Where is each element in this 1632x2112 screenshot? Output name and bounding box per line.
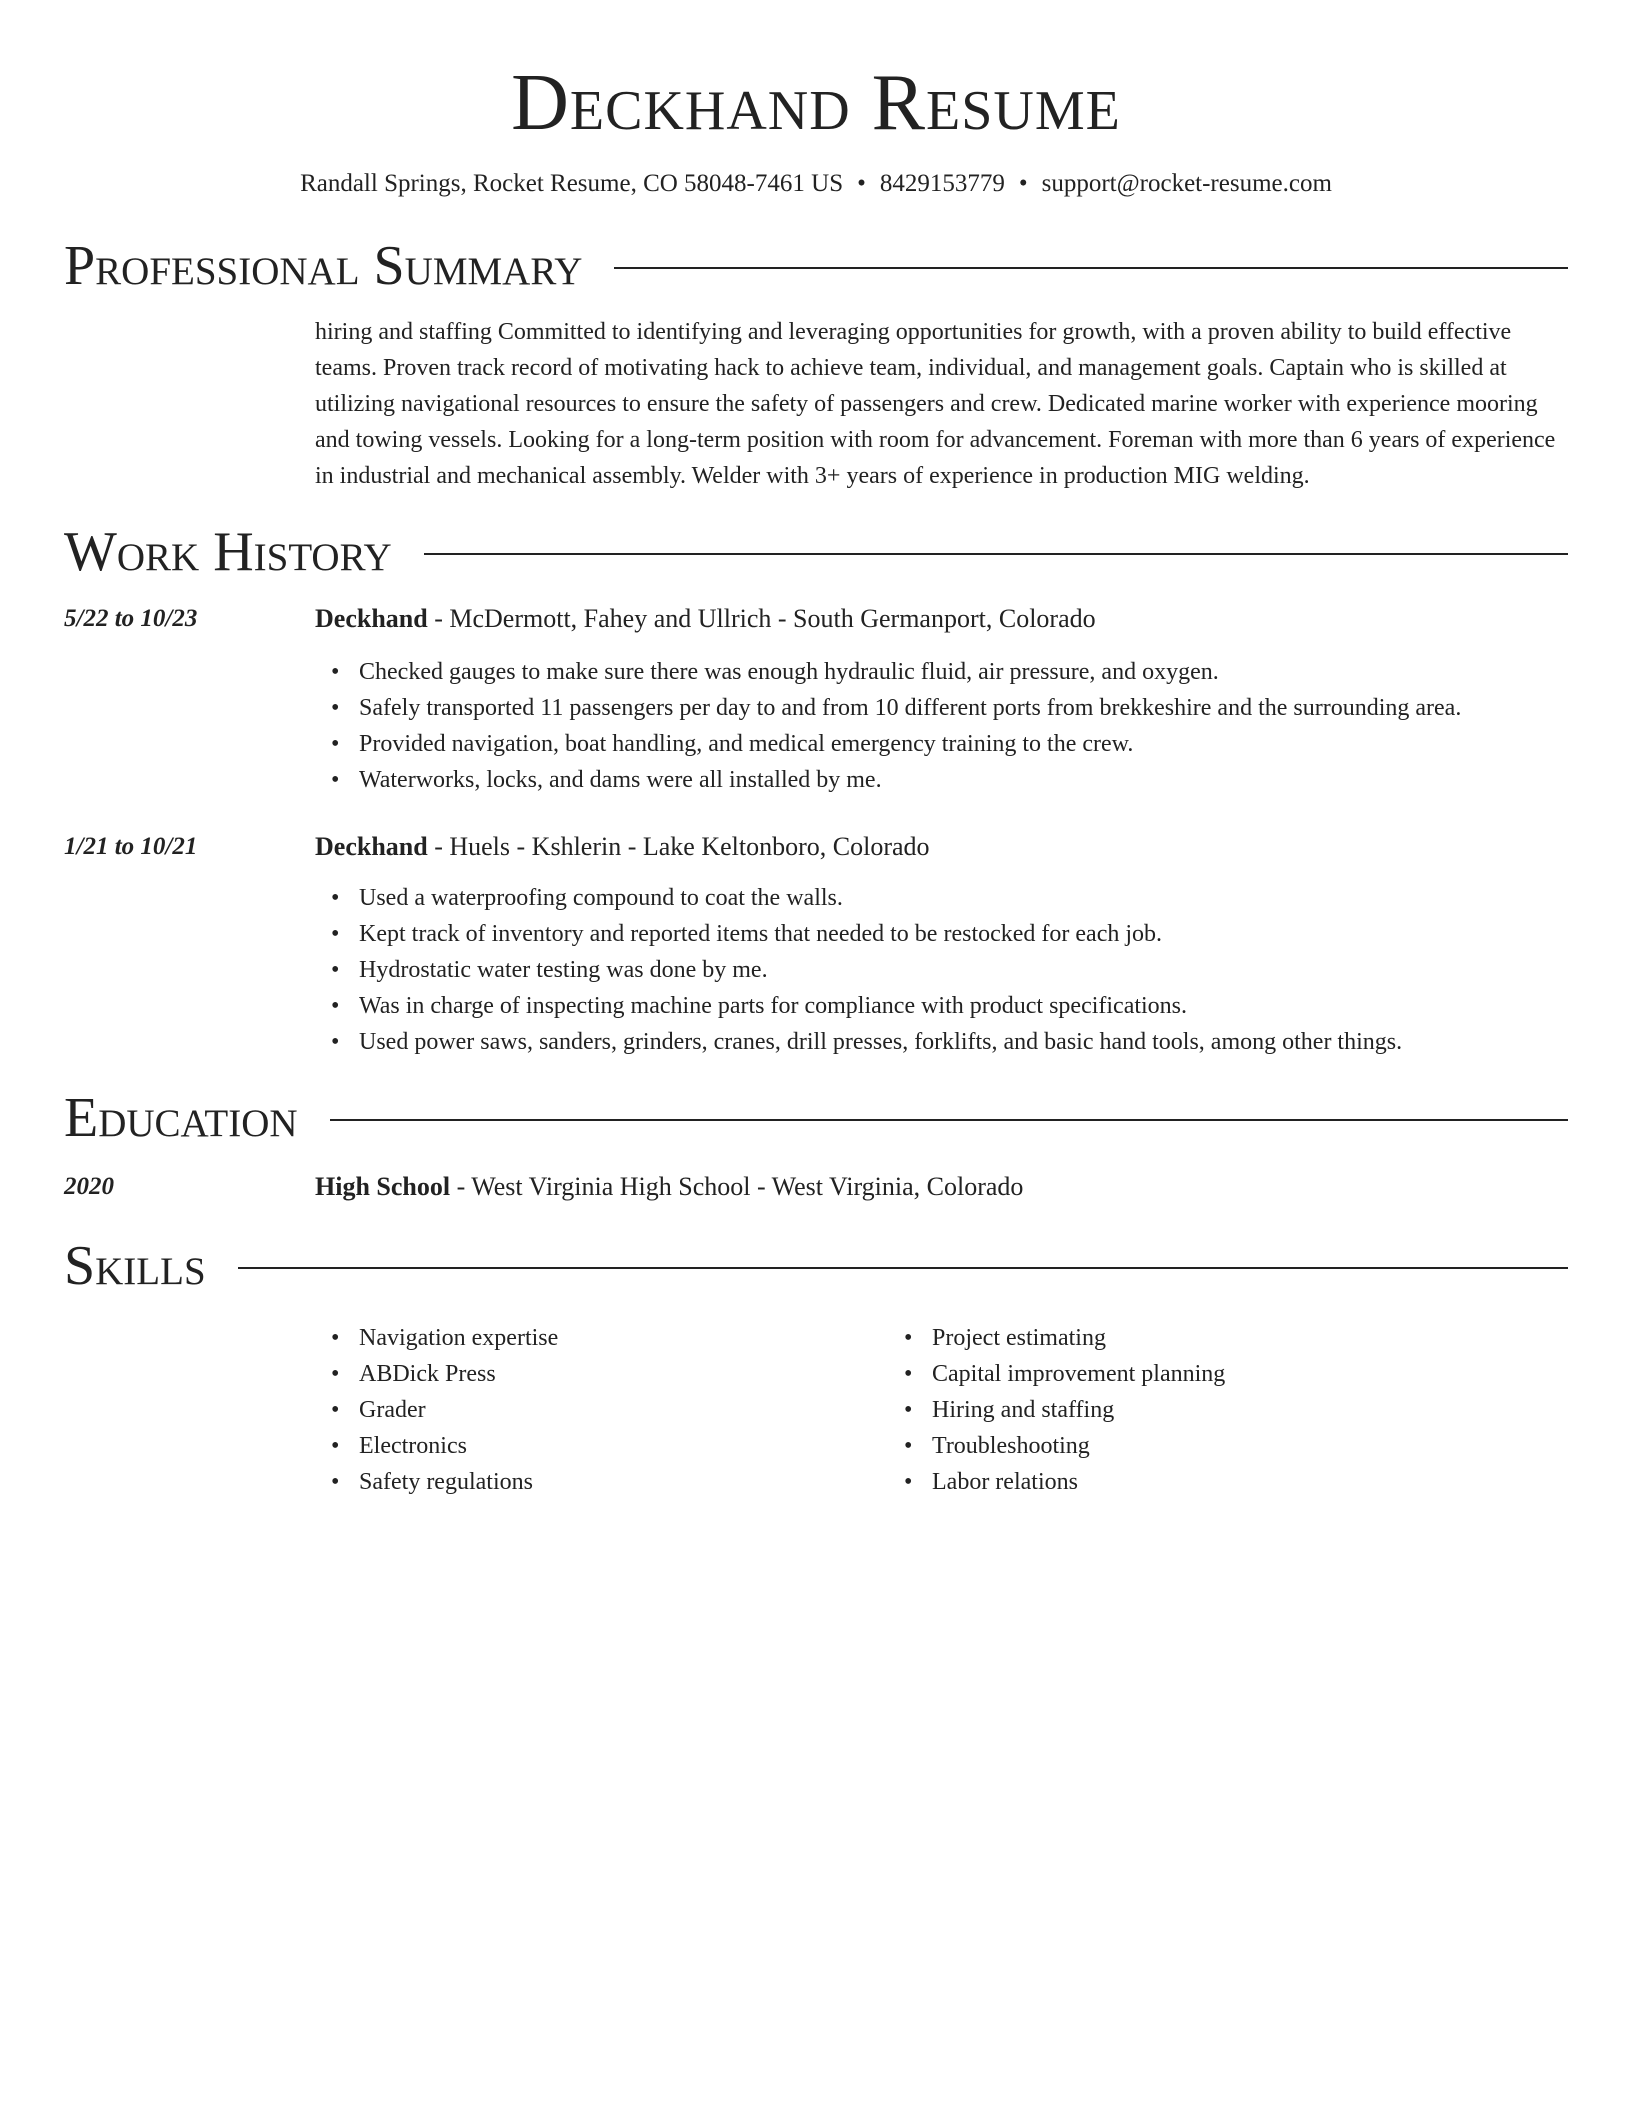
job-details: - Huels - Kshlerin - Lake Keltonboro, Colorado	[427, 832, 930, 861]
bullet-dot: •	[331, 767, 340, 793]
list-item	[331, 690, 1568, 726]
bullet-dot: •	[331, 1469, 340, 1495]
bullet-dot: •	[904, 1433, 913, 1459]
list-item	[904, 1356, 1461, 1392]
list-item	[331, 1024, 1568, 1060]
skill-text: Capital improvement planning	[932, 1361, 1226, 1387]
job-details: - McDermott, Fahey and Ullrich - South Germanport, Colorado	[427, 604, 1096, 633]
section-heading-skills	[64, 1234, 1568, 1298]
bullet-dot: •	[904, 1397, 913, 1423]
list-item	[331, 762, 1568, 798]
job-header	[64, 830, 1568, 864]
bullet-text: Waterworks, locks, and dams were all installed by me.	[359, 767, 882, 793]
section-title: Work History	[64, 521, 392, 583]
bullet-dot: •	[331, 1325, 340, 1351]
job-header	[64, 602, 1568, 636]
skill-text: Labor relations	[932, 1469, 1078, 1495]
section-divider	[330, 1119, 1568, 1121]
bullet-text: Used power saws, sanders, grinders, cranes, drill presses, forklifts, and basic hand tools, among other things.	[359, 1029, 1403, 1055]
list-item	[331, 1464, 888, 1500]
section-title: Education	[64, 1087, 298, 1149]
list-item	[904, 1428, 1461, 1464]
skills-column-left	[315, 1320, 888, 1500]
bullet-text: Hydrostatic water testing was done by me.	[359, 957, 768, 983]
bullet-text: Checked gauges to make sure there was enough hydraulic fluid, air pressure, and oxygen.	[359, 659, 1219, 685]
bullet-text: Kept track of inventory and reported items that needed to be restocked for each job.	[359, 921, 1163, 947]
job-role: Deckhand	[315, 604, 428, 633]
skill-text: Safety regulations	[359, 1469, 533, 1495]
list-item	[904, 1320, 1461, 1356]
bullet-dot: •	[331, 1433, 340, 1459]
document-title: Deckhand Resume	[511, 59, 1121, 147]
list-item	[331, 1428, 888, 1464]
education-details: - West Virginia High School - West Virginia, Colorado	[450, 1172, 1024, 1201]
bullet-dot: •	[331, 1397, 340, 1423]
bullet-dot: •	[331, 731, 340, 757]
job-entry	[64, 830, 1568, 1060]
summary-text: hiring and staffing Committed to identifying and leveraging opportunities for growth, with a proven ability to build effective teams. Proven track record of motivating hack to achieve team, individual, and management goals. Captain who is skilled at utilizing navigational resources to ensure the safety of passengers and crew. Dedicated marine worker with experience mooring and towing vessels. Looking for a long-term position with room for advancement. Foreman with more than 6 years of experience in industrial and mechanical assembly. Welder with 3+ years of experience in production MIG welding.	[315, 319, 1556, 489]
list-item	[904, 1392, 1461, 1428]
job-title-line	[315, 602, 1568, 636]
list-item	[331, 988, 1568, 1024]
job-dates: 5/22 to 10/23	[64, 605, 198, 632]
contact-line	[64, 168, 1568, 200]
skill-text: Navigation expertise	[359, 1325, 559, 1351]
bullet-text: Used a waterproofing compound to coat the walls.	[359, 885, 843, 911]
contact-separator: •	[1018, 170, 1028, 197]
job-title-line	[315, 830, 1568, 864]
section-divider	[424, 553, 1568, 555]
list-item	[331, 880, 1568, 916]
section-title: Professional Summary	[64, 235, 583, 297]
skill-text: Electronics	[359, 1433, 467, 1459]
section-heading-work-history	[64, 520, 1568, 584]
bullet-dot: •	[904, 1361, 913, 1387]
job-entry	[64, 602, 1568, 798]
list-item	[331, 916, 1568, 952]
section-heading-education	[64, 1086, 1568, 1150]
list-item	[331, 726, 1568, 762]
bullet-dot: •	[331, 993, 340, 1019]
bullet-dot: •	[331, 1361, 340, 1387]
bullet-dot: •	[904, 1325, 913, 1351]
section-divider	[238, 1267, 1568, 1269]
bullet-dot: •	[904, 1469, 913, 1495]
list-item	[331, 952, 1568, 988]
education-degree: High School	[315, 1172, 451, 1201]
contact-address: Randall Springs, Rocket Resume, CO 58048-7461 US	[300, 170, 844, 197]
contact-email: support@rocket-resume.com	[1041, 170, 1332, 197]
contact-phone: 8429153779	[879, 170, 1005, 197]
education-line	[315, 1170, 1568, 1204]
job-bullets	[64, 654, 1568, 798]
bullet-dot: •	[331, 695, 340, 721]
bullet-text: Was in charge of inspecting machine parts for compliance with product specifications.	[359, 993, 1188, 1019]
bullet-dot: •	[331, 885, 340, 911]
list-item	[331, 1356, 888, 1392]
list-item	[331, 1392, 888, 1428]
list-item	[331, 654, 1568, 690]
section-title: Skills	[64, 1235, 206, 1297]
bullet-text: Safely transported 11 passengers per day to and from 10 different ports from brekkeshire and the surrounding area.	[359, 695, 1462, 721]
skills-column-right	[888, 1320, 1461, 1500]
skill-text: Grader	[359, 1397, 426, 1423]
contact-separator: •	[857, 170, 866, 197]
section-divider	[614, 267, 1568, 269]
education-year: 2020	[64, 1173, 114, 1200]
section-heading-summary	[64, 234, 1568, 298]
list-item	[904, 1464, 1461, 1500]
bullet-dot: •	[331, 1029, 340, 1055]
skill-text: Troubleshooting	[932, 1433, 1090, 1459]
bullet-dot: •	[331, 921, 340, 947]
list-item	[331, 1320, 888, 1356]
skills-list	[315, 1320, 1568, 1500]
skill-text: ABDick Press	[359, 1361, 496, 1387]
job-role: Deckhand	[315, 832, 428, 861]
education-entry	[64, 1170, 1568, 1204]
bullet-dot: •	[331, 659, 340, 685]
skill-text: Hiring and staffing	[932, 1397, 1115, 1423]
skill-text: Project estimating	[932, 1325, 1106, 1351]
bullet-dot: •	[331, 957, 340, 983]
bullet-text: Provided navigation, boat handling, and medical emergency training to the crew.	[359, 731, 1134, 757]
job-dates: 1/21 to 10/21	[64, 833, 198, 860]
job-bullets	[64, 880, 1568, 1060]
